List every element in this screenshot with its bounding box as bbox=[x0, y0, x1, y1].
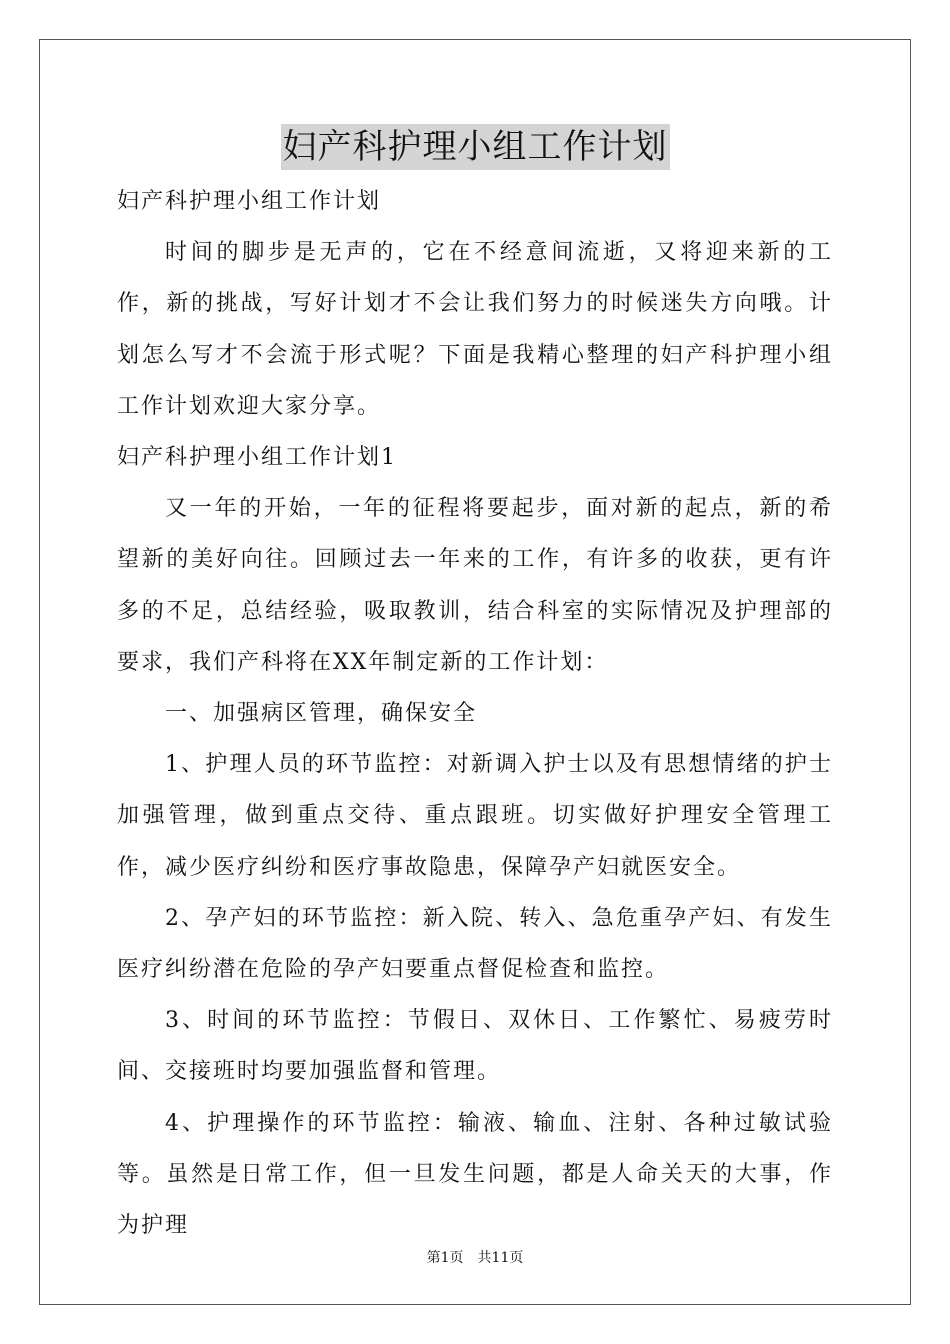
paragraph: 时间的脚步是无声的，它在不经意间流逝，又将迎来新的工作，新的挑战，写好计划才不会让我们努力的时候迷失方向哦。计划怎么写才不会流于形式呢？下面是我精心整理的妇产科护理小组工作计划欢迎大家分享。 bbox=[117, 240, 833, 419]
page-total: 共11页 bbox=[477, 1250, 524, 1266]
paragraph: 1、护理人员的环节监控：对新调入护士以及有思想情绪的护士加强管理，做到重点交待、重点跟班。切实做好护理安全管理工作，减少医疗纠纷和医疗事故隐患，保障孕产妇就医安全。 bbox=[117, 752, 833, 880]
paragraph: 4、护理操作的环节监控：输液、输血、注射、各种过敏试验等。虽然是日常工作，但一旦发生问题，都是人命关天的大事，作为护理 bbox=[117, 1110, 833, 1239]
document-body bbox=[117, 176, 833, 1251]
page-footer bbox=[0, 1248, 950, 1268]
paragraph: 妇产科护理小组工作计划 bbox=[117, 189, 382, 214]
paragraph: 妇产科护理小组工作计划1 bbox=[117, 445, 397, 471]
title-container bbox=[0, 124, 950, 170]
paragraph: 又一年的开始，一年的征程将要起步，面对新的起点，新的希望新的美好向往。回顾过去一年来的工作，有许多的收获，更有许多的不足，总结经验，吸取教训，结合科室的实际情况及护理部的要求，我们产科将在XX年制定新的工作计划： bbox=[117, 496, 833, 675]
document-title: 妇产科护理小组工作计划 bbox=[281, 124, 670, 170]
paragraph: 一、加强病区管理，确保安全 bbox=[165, 701, 478, 727]
page-number: 第1页 bbox=[426, 1250, 464, 1266]
paragraph: 2、孕产妇的环节监控：新入院、转入、急危重孕产妇、有发生医疗纠纷潜在危险的孕产妇要重点督促检查和监控。 bbox=[117, 905, 833, 983]
paragraph: 3、时间的环节监控：节假日、双休日、工作繁忙、易疲劳时间、交接班时均要加强监督和管理。 bbox=[117, 1008, 833, 1085]
